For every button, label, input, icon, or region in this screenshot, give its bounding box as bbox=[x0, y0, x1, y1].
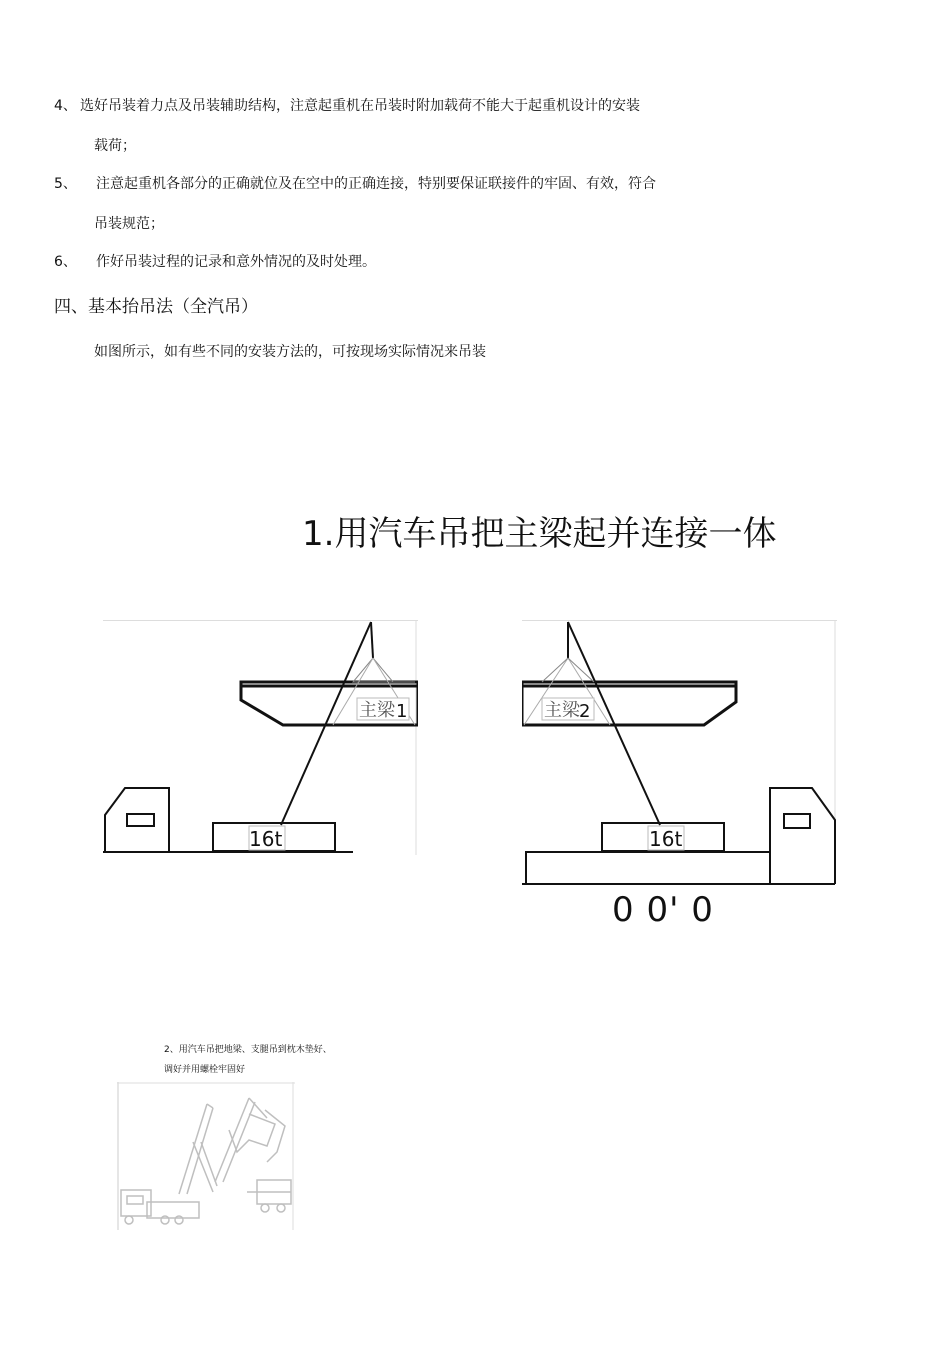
item-6-text-line1: 作好吊装过程的记录和意外情况的及时处理。 bbox=[96, 254, 376, 270]
item-6-number: 6、 bbox=[54, 254, 77, 270]
truck-cab bbox=[105, 788, 169, 852]
load-label: 16t bbox=[249, 827, 283, 851]
lifting-sling bbox=[353, 658, 415, 682]
item-5-number: 5、 bbox=[54, 176, 77, 192]
section-intro: 如图所示，如有些不同的安装方法的，可按现场实际情况来吊装 bbox=[94, 344, 486, 360]
step1-caption: 0 0' 0 bbox=[612, 890, 714, 930]
beam-number: 1 bbox=[396, 701, 408, 722]
beam-label: 主梁 bbox=[544, 700, 580, 721]
truck-bed bbox=[526, 852, 770, 884]
load-label: 16t bbox=[649, 827, 683, 851]
section-heading: 四、基本抬吊法（全汽吊） bbox=[54, 297, 258, 317]
item-4-text-line1: 选好吊装着力点及吊装辅助结构，注意起重机在吊装时附加载荷不能大于起重机设计的安装 bbox=[80, 98, 640, 114]
step2-figure bbox=[117, 1082, 295, 1230]
step1-right-figure bbox=[522, 620, 837, 888]
step1-left-figure bbox=[103, 620, 418, 855]
step2-caption: 2、用汽车吊把地梁、支腿吊到枕木垫好、调好并用螺栓牢固好 bbox=[164, 1045, 332, 1075]
truck-cab bbox=[770, 788, 835, 884]
item-5-text-line2: 吊装规范； bbox=[94, 216, 164, 232]
item-4-number: 4、 bbox=[54, 98, 77, 114]
item-4-text-line2: 载荷； bbox=[94, 138, 136, 154]
beam-label: 主梁 bbox=[359, 700, 395, 721]
item-5-text-line1: 注意起重机各部分的正确就位及在空中的正确连接，特别要保证联接件的牢固、有效，符合 bbox=[96, 176, 656, 192]
step1-title: 1.用汽车吊把主梁起并连接一体 bbox=[302, 514, 777, 554]
beam-number: 2 bbox=[579, 701, 591, 722]
